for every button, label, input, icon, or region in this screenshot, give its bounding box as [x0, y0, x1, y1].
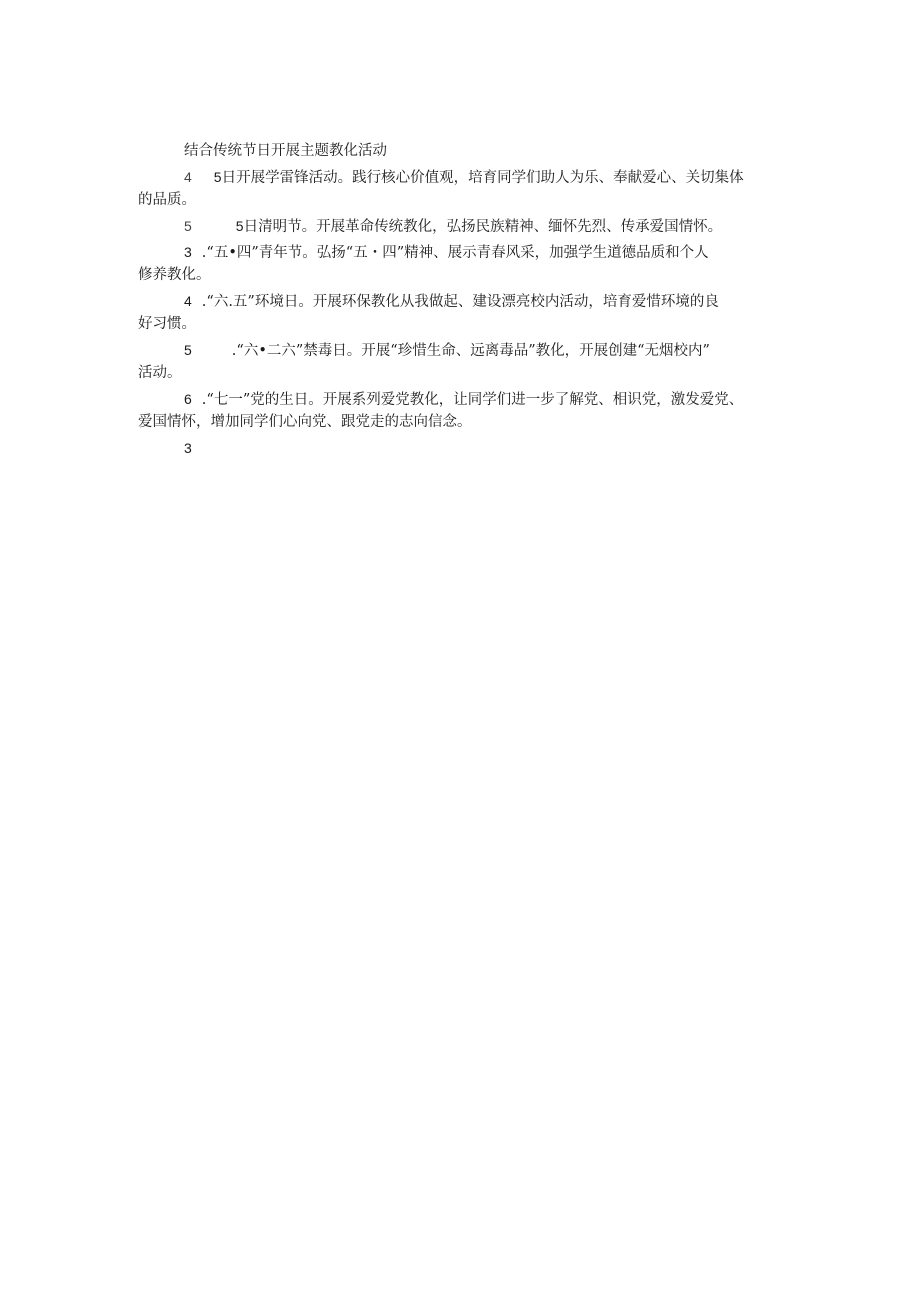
list-item: [138, 290, 798, 336]
list-item: [138, 241, 798, 287]
item-number: 6: [184, 391, 192, 407]
item-date-number: 5: [213, 169, 222, 185]
list-item: [138, 215, 798, 238]
item-number: 3: [184, 244, 192, 260]
item-text-line1: .“六•二六”禁毒日。开展“珍惜生命、远离毒品”教化，开展创建“无烟校内”: [231, 343, 710, 359]
item-text-line2: 爱国情怀，增加同学们心向党、跟党走的志向信念。: [138, 414, 472, 430]
item-number: 4: [184, 169, 192, 185]
document-body: [138, 140, 798, 463]
section-heading: 结合传统节日开展主题教化活动: [184, 143, 387, 159]
item-number: 3: [184, 440, 192, 456]
item-date-number: 5: [235, 218, 244, 234]
list-item: [138, 437, 798, 460]
item-text-line1: .“七一”党的生日。开展系列爱党教化，让同学们进一步了解党、相识党，激发爱党、: [201, 392, 744, 408]
item-number: 5: [184, 218, 192, 234]
item-text-line2: 修养教化。: [138, 267, 211, 283]
item-text-line2: 活动。: [138, 365, 182, 381]
item-number: 4: [184, 293, 192, 309]
item-text-line1: .“五•四”青年节。弘扬“五・四”精神、展示青春风采，加强学生道德品质和个人: [201, 245, 709, 261]
list-item: [138, 339, 798, 385]
item-text-line1: 日开展学雷锋活动。践行核心价值观，培育同学们助人为乐、奉献爱心、关切集体: [221, 170, 744, 186]
list-item: [138, 388, 798, 434]
item-text-line2: 好习惯。: [138, 316, 196, 332]
item-text-line1: .“六.五”环境日。开展环保教化从我做起、建设漂亮校内活动，培育爱惜环境的良: [201, 294, 719, 310]
list-item: [138, 166, 798, 212]
item-number: 5: [184, 342, 192, 358]
heading-paragraph: [138, 140, 798, 163]
item-text-line1: 日清明节。开展革命传统教化，弘扬民族精神、缅怀先烈、传承爱国情怀。: [243, 219, 723, 235]
item-text-line2: 的品质。: [138, 192, 196, 208]
